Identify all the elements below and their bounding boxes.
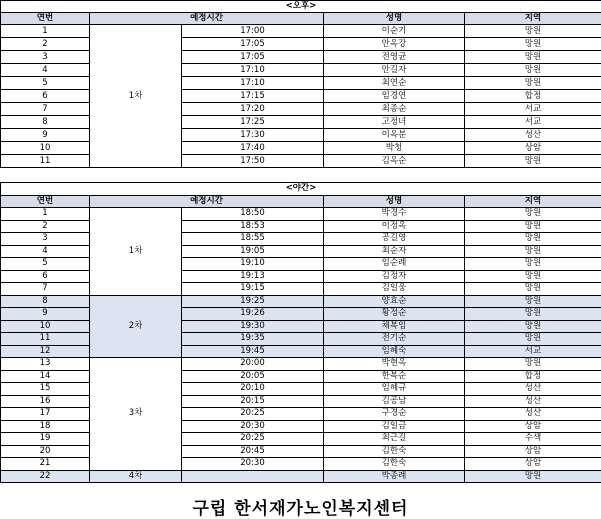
- header-region: 지역: [465, 13, 601, 25]
- region: 망원: [465, 77, 601, 90]
- scheduled-time: 20:15: [182, 395, 324, 408]
- region: 상암: [465, 420, 601, 433]
- person-name: 전영균: [324, 51, 465, 64]
- scheduled-time: 20:05: [182, 370, 324, 383]
- row-number: 5: [1, 77, 90, 90]
- region: 서교: [465, 103, 601, 116]
- region: 망원: [465, 320, 601, 333]
- person-name: 채복임: [324, 320, 465, 333]
- scheduled-time: 17:05: [182, 51, 324, 64]
- region: 상암: [465, 445, 601, 458]
- scheduled-time: 17:40: [182, 142, 324, 155]
- scheduled-time: 18:55: [182, 233, 324, 246]
- person-name: 전기순: [324, 333, 465, 346]
- region: 수색: [465, 433, 601, 446]
- person-name: 김공남: [324, 395, 465, 408]
- scheduled-time: 19:13: [182, 270, 324, 283]
- scheduled-time: 20:25: [182, 408, 324, 421]
- person-name: 최연순: [324, 77, 465, 90]
- person-name: 김옥순: [324, 155, 465, 168]
- row-number: 3: [1, 51, 90, 64]
- scheduled-time: [182, 470, 324, 483]
- group-label: 3차: [90, 358, 182, 471]
- header-number: 연번: [1, 195, 90, 208]
- region: 망원: [465, 245, 601, 258]
- row-number: 7: [1, 283, 90, 296]
- row-number: 14: [1, 370, 90, 383]
- person-name: 김일금: [324, 420, 465, 433]
- row-number: 6: [1, 90, 90, 103]
- scheduled-time: 19:35: [182, 333, 324, 346]
- table-row: [1, 295, 601, 308]
- row-number: 21: [1, 458, 90, 471]
- row-number: 1: [1, 208, 90, 221]
- region: 망원: [465, 155, 601, 168]
- group-label: 1차: [90, 208, 182, 296]
- scheduled-time: 18:53: [182, 220, 324, 233]
- scheduled-time: 20:25: [182, 433, 324, 446]
- scheduled-time: 17:10: [182, 77, 324, 90]
- header-number: 연번: [1, 13, 90, 25]
- person-name: 공길영: [324, 233, 465, 246]
- header-scheduled-time: 예정시간: [90, 195, 324, 208]
- row-number: 9: [1, 308, 90, 321]
- scheduled-time: 19:45: [182, 345, 324, 358]
- person-name: 최순자: [324, 245, 465, 258]
- row-number: 9: [1, 129, 90, 142]
- night-caption: <야간>: [1, 183, 601, 196]
- row-number: 8: [1, 295, 90, 308]
- person-name: 이옥분: [324, 129, 465, 142]
- person-name: 임경연: [324, 90, 465, 103]
- region: 망원: [465, 270, 601, 283]
- scheduled-time: 17:30: [182, 129, 324, 142]
- region: 망원: [465, 333, 601, 346]
- region: 망원: [465, 470, 601, 483]
- table-row: [1, 470, 601, 483]
- scheduled-time: 20:30: [182, 458, 324, 471]
- night-caption-row: [1, 183, 601, 196]
- region: 성산: [465, 408, 601, 421]
- region: 망원: [465, 283, 601, 296]
- scheduled-time: 17:25: [182, 116, 324, 129]
- night-schedule-table: [0, 182, 601, 483]
- scheduled-time: 17:15: [182, 90, 324, 103]
- table-row: [1, 358, 601, 371]
- region: 망원: [465, 258, 601, 271]
- row-number: 18: [1, 420, 90, 433]
- region: 서교: [465, 345, 601, 358]
- scheduled-time: 19:15: [182, 283, 324, 296]
- scheduled-time: 19:05: [182, 245, 324, 258]
- row-number: 11: [1, 155, 90, 168]
- region: 망원: [465, 233, 601, 246]
- person-name: 김정자: [324, 270, 465, 283]
- table-row: [1, 208, 601, 221]
- person-name: 한복순: [324, 370, 465, 383]
- row-number: 15: [1, 383, 90, 396]
- row-number: 4: [1, 64, 90, 77]
- region: 망원: [465, 308, 601, 321]
- person-name: 최종순: [324, 103, 465, 116]
- scheduled-time: 17:10: [182, 64, 324, 77]
- scheduled-time: 19:25: [182, 295, 324, 308]
- region: 합정: [465, 90, 601, 103]
- row-number: 2: [1, 220, 90, 233]
- region: 상암: [465, 142, 601, 155]
- person-name: 최근길: [324, 433, 465, 446]
- group-label: 1차: [90, 25, 182, 168]
- scheduled-time: 20:45: [182, 445, 324, 458]
- person-name: 임순례: [324, 258, 465, 271]
- person-name: 박청: [324, 142, 465, 155]
- person-name: 구경순: [324, 408, 465, 421]
- header-name: 성명: [324, 13, 465, 25]
- person-name: 황정순: [324, 308, 465, 321]
- person-name: 김일웅: [324, 283, 465, 296]
- person-name: 박경수: [324, 208, 465, 221]
- person-name: 이순기: [324, 25, 465, 38]
- scheduled-time: 19:30: [182, 320, 324, 333]
- center-name-footer: 구립 한서재가노인복지센터: [0, 494, 601, 519]
- scheduled-time: 20:10: [182, 383, 324, 396]
- scheduled-time: 20:00: [182, 358, 324, 371]
- group-label: 2차: [90, 295, 182, 358]
- afternoon-caption-row: [1, 1, 601, 13]
- group-label: 4차: [90, 470, 182, 483]
- person-name: 고정녀: [324, 116, 465, 129]
- row-number: 12: [1, 345, 90, 358]
- row-number: 17: [1, 408, 90, 421]
- row-number: 19: [1, 433, 90, 446]
- person-name: 박종례: [324, 470, 465, 483]
- table-row: [1, 25, 601, 38]
- header-region: 지역: [465, 195, 601, 208]
- person-name: 김한숙: [324, 445, 465, 458]
- region: 성산: [465, 395, 601, 408]
- region: 망원: [465, 38, 601, 51]
- row-number: 8: [1, 116, 90, 129]
- row-number: 2: [1, 38, 90, 51]
- scheduled-time: 19:26: [182, 308, 324, 321]
- row-number: 11: [1, 333, 90, 346]
- afternoon-schedule-table: [0, 0, 601, 168]
- person-name: 양효순: [324, 295, 465, 308]
- person-name: 안길자: [324, 64, 465, 77]
- person-name: 박현옥: [324, 358, 465, 371]
- row-number: 5: [1, 258, 90, 271]
- person-name: 김한숙: [324, 458, 465, 471]
- night-header-row: [1, 195, 601, 208]
- region: 망원: [465, 295, 601, 308]
- person-name: 임혜숙: [324, 345, 465, 358]
- region: 성산: [465, 129, 601, 142]
- region: 망원: [465, 208, 601, 221]
- row-number: 1: [1, 25, 90, 38]
- region: 합정: [465, 370, 601, 383]
- scheduled-time: 17:20: [182, 103, 324, 116]
- person-name: 이정옥: [324, 220, 465, 233]
- region: 서교: [465, 116, 601, 129]
- region: 상암: [465, 458, 601, 471]
- scheduled-time: 18:50: [182, 208, 324, 221]
- scheduled-time: 20:30: [182, 420, 324, 433]
- afternoon-caption: <오후>: [1, 1, 601, 13]
- row-number: 6: [1, 270, 90, 283]
- header-name: 성명: [324, 195, 465, 208]
- header-scheduled-time: 예정시간: [90, 13, 324, 25]
- region: 성산: [465, 383, 601, 396]
- row-number: 10: [1, 320, 90, 333]
- row-number: 22: [1, 470, 90, 483]
- afternoon-header-row: [1, 13, 601, 25]
- person-name: 안옥강: [324, 38, 465, 51]
- row-number: 20: [1, 445, 90, 458]
- person-name: 임혜규: [324, 383, 465, 396]
- row-number: 16: [1, 395, 90, 408]
- region: 망원: [465, 25, 601, 38]
- region: 망원: [465, 51, 601, 64]
- row-number: 3: [1, 233, 90, 246]
- scheduled-time: 17:05: [182, 38, 324, 51]
- row-number: 10: [1, 142, 90, 155]
- row-number: 7: [1, 103, 90, 116]
- scheduled-time: 17:50: [182, 155, 324, 168]
- region: 망원: [465, 64, 601, 77]
- row-number: 4: [1, 245, 90, 258]
- scheduled-time: 19:10: [182, 258, 324, 271]
- scheduled-time: 17:00: [182, 25, 324, 38]
- region: 망원: [465, 220, 601, 233]
- region: 망원: [465, 358, 601, 371]
- row-number: 13: [1, 358, 90, 371]
